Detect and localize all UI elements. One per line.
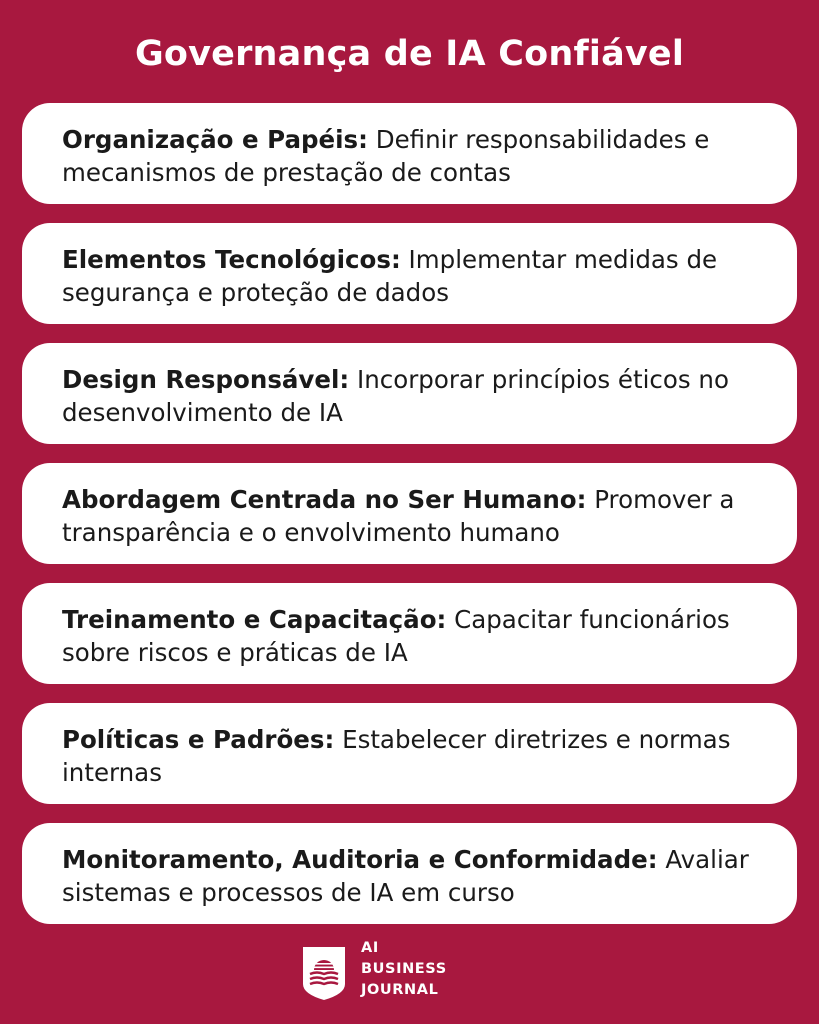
shield-book-icon: [299, 944, 349, 1002]
governance-card-human-centered: [22, 463, 797, 564]
card-heading: Organização e Papéis:: [62, 125, 368, 154]
card-heading: Elementos Tecnológicos:: [62, 245, 401, 274]
governance-card-technology: [22, 223, 797, 324]
card-heading: Monitoramento, Auditoria e Conformidade:: [62, 845, 658, 874]
card-text: Avaliar sistemas e processos de IA em curso: [62, 845, 749, 907]
card-text: Implementar medidas de segurança e proteção de dados: [62, 245, 718, 307]
card-text: Estabelecer diretrizes e normas internas: [62, 725, 731, 787]
page-title: Governança de IA Confiável: [134, 34, 685, 74]
card-heading: Treinamento e Capacitação:: [62, 605, 447, 634]
card-heading: Políticas e Padrões:: [62, 725, 335, 754]
governance-card-training: [22, 583, 797, 684]
governance-card-organization: [22, 103, 797, 204]
card-text: Promover a transparência e o envolvimento humano: [62, 485, 735, 547]
card-text: Definir responsabilidades e mecanismos de prestação de contas: [62, 125, 710, 187]
logo-wordmark: [361, 938, 447, 1001]
governance-list: [22, 103, 797, 943]
logo-line: BUSINESS: [361, 961, 447, 977]
governance-card-monitoring: [22, 823, 797, 924]
card-heading: Abordagem Centrada no Ser Humano:: [62, 485, 587, 514]
governance-card-policies: [22, 703, 797, 804]
brand-logo: [299, 938, 559, 1004]
logo-line: AI: [361, 940, 379, 956]
logo-line: JOURNAL: [361, 982, 439, 998]
governance-card-design: [22, 343, 797, 444]
card-text: Incorporar princípios éticos no desenvolvimento de IA: [62, 365, 729, 427]
card-heading: Design Responsável:: [62, 365, 350, 394]
card-text: Capacitar funcionários sobre riscos e práticas de IA: [62, 605, 730, 667]
